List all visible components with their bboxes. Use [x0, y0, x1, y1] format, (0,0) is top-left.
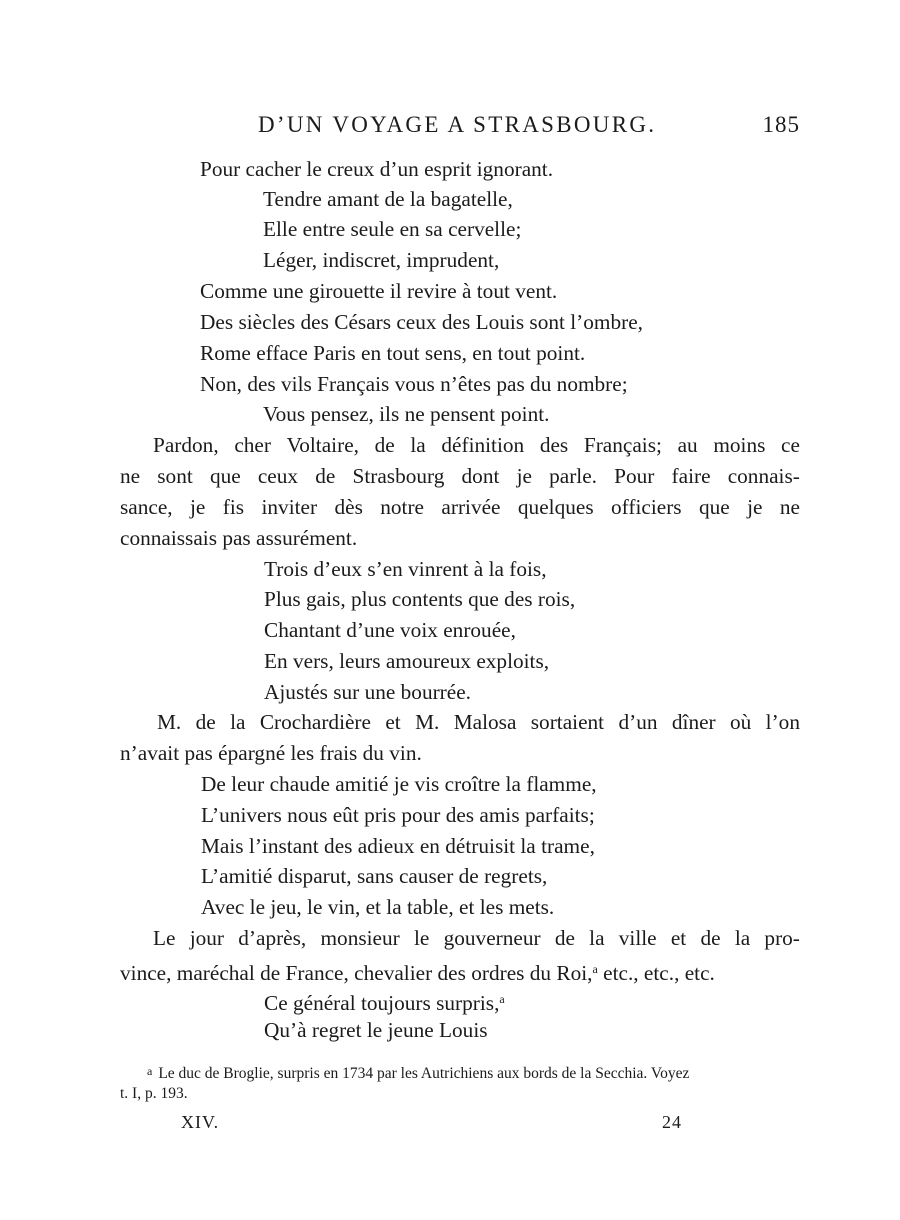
verse-line: Trois d’eux s’en vinrent à la fois,	[264, 557, 547, 581]
verse-line: Elle entre seule en sa cervelle;	[263, 217, 522, 241]
word: Strasbourg	[352, 464, 445, 488]
footnote-line: t. I, p. 193.	[120, 1085, 188, 1102]
verse-line: Non, des vils Français vous n’êtes pas du nombre;	[200, 372, 628, 396]
word: dès	[334, 495, 363, 519]
word: de	[315, 464, 336, 488]
word: de	[195, 710, 216, 734]
word: au	[677, 433, 698, 457]
prose-line: n’avait pas épargné les frais du vin.	[120, 741, 422, 765]
sheet-signature: 24	[662, 1112, 682, 1132]
word: d’un	[618, 710, 658, 734]
word: la	[230, 710, 246, 734]
prose-line	[120, 956, 715, 986]
verse-line: Tendre amant de la bagatelle,	[263, 187, 513, 211]
word: inviter	[261, 495, 318, 519]
prose-line	[153, 432, 800, 458]
word: connais-	[727, 464, 800, 488]
word: je	[190, 495, 206, 519]
word: parle.	[549, 464, 597, 488]
prose-text: vince, maréchal de France, chevalier des ordres du Roi,	[120, 961, 593, 985]
word: et	[670, 926, 687, 950]
verse-line: De leur chaude amitié je vis croître la flamme,	[201, 772, 597, 796]
word: sont	[157, 464, 193, 488]
word: que	[698, 495, 730, 519]
verse-line: Des siècles des Césars ceux des Louis sont l’ombre,	[200, 310, 643, 334]
verse-line	[264, 986, 505, 1016]
word: je	[747, 495, 763, 519]
word: faire	[671, 464, 711, 488]
word: la	[589, 926, 605, 950]
verse-line: Vous pensez, ils ne pensent point.	[263, 402, 550, 426]
word: ville	[618, 926, 657, 950]
word: arrivée	[441, 495, 501, 519]
footnote-reference: a	[499, 992, 505, 1006]
word: Voltaire,	[286, 433, 359, 457]
word: que	[209, 464, 241, 488]
word: ce	[781, 433, 800, 457]
volume-signature: XIV.	[181, 1112, 220, 1132]
word: monsieur	[320, 926, 400, 950]
word: des	[539, 433, 569, 457]
footnote-reference: a	[592, 962, 598, 976]
verse-line: Comme une girouette il revire à tout vent.	[200, 279, 558, 303]
word: ne	[779, 495, 800, 519]
word: Malosa	[453, 710, 517, 734]
word: et	[385, 710, 401, 734]
verse-line: Avec le jeu, le vin, et la table, et les mets.	[201, 895, 555, 919]
verse-line: En vers, leurs amoureux exploits,	[264, 649, 550, 673]
verse-text: Ce général toujours surpris,	[264, 991, 500, 1015]
word: quelques	[517, 495, 594, 519]
footnote-line	[147, 1061, 689, 1084]
word: de	[554, 926, 575, 950]
page-header	[120, 112, 800, 142]
word: l’on	[765, 710, 800, 734]
verse-line: Mais l’instant des adieux en détruisit la trame,	[201, 834, 595, 858]
verse-line: L’amitié disparut, sans causer de regrets,	[201, 864, 548, 888]
word: Pour	[614, 464, 655, 488]
word: définition	[441, 433, 525, 457]
word: je	[516, 464, 532, 488]
running-title: D’UN VOYAGE A STRASBOURG.	[258, 112, 657, 137]
word: gouverneur	[443, 926, 541, 950]
word: dont	[461, 464, 500, 488]
verse-line: Pour cacher le creux d’un esprit ignorant.	[200, 157, 554, 181]
footnote-text: Le duc de Broglie, surpris en 1734 par les Autrichiens aux bords de la Secchia. Voyez	[158, 1065, 690, 1082]
prose-line	[120, 463, 800, 489]
word: ne	[120, 464, 141, 488]
verse-line: Rome efface Paris en tout sens, en tout point.	[200, 341, 586, 365]
verse-line: Plus gais, plus contents que des rois,	[264, 587, 576, 611]
verse-line: Léger, indiscret, imprudent,	[263, 248, 500, 272]
word: Le	[153, 926, 176, 950]
word: pro-	[764, 926, 800, 950]
word: sance,	[120, 495, 173, 519]
word: la	[410, 433, 426, 457]
word: M.	[157, 710, 182, 734]
word: dîner	[671, 710, 716, 734]
word: M.	[415, 710, 440, 734]
word: officiers	[611, 495, 682, 519]
word: jour	[189, 926, 225, 950]
word: de	[374, 433, 395, 457]
word: fis	[222, 495, 245, 519]
word: où	[730, 710, 752, 734]
verse-line: Chantant d’une voix enrouée,	[264, 618, 516, 642]
word: cher	[234, 433, 271, 457]
prose-line	[120, 494, 800, 520]
prose-line: connaissais pas assurément.	[120, 526, 358, 550]
word: Français;	[583, 433, 662, 457]
verse-line: Ajustés sur une bourrée.	[264, 680, 471, 704]
word: Crochardière	[259, 710, 371, 734]
footnote-mark: a	[147, 1064, 153, 1078]
word: moins	[713, 433, 766, 457]
word: notre	[380, 495, 425, 519]
verse-line: L’univers nous eût pris pour des amis parfaits;	[201, 803, 595, 827]
word: le	[413, 926, 430, 950]
page-number: 185	[762, 112, 800, 137]
word: Pardon,	[153, 433, 219, 457]
prose-line	[153, 925, 800, 951]
word: la	[734, 926, 751, 950]
prose-text: etc., etc., etc.	[597, 961, 715, 985]
word: ceux	[257, 464, 299, 488]
word: de	[700, 926, 721, 950]
word: sortaient	[530, 710, 605, 734]
verse-line: Qu’à regret le jeune Louis	[264, 1018, 488, 1042]
prose-line	[157, 709, 800, 735]
word: d’après,	[238, 926, 307, 950]
